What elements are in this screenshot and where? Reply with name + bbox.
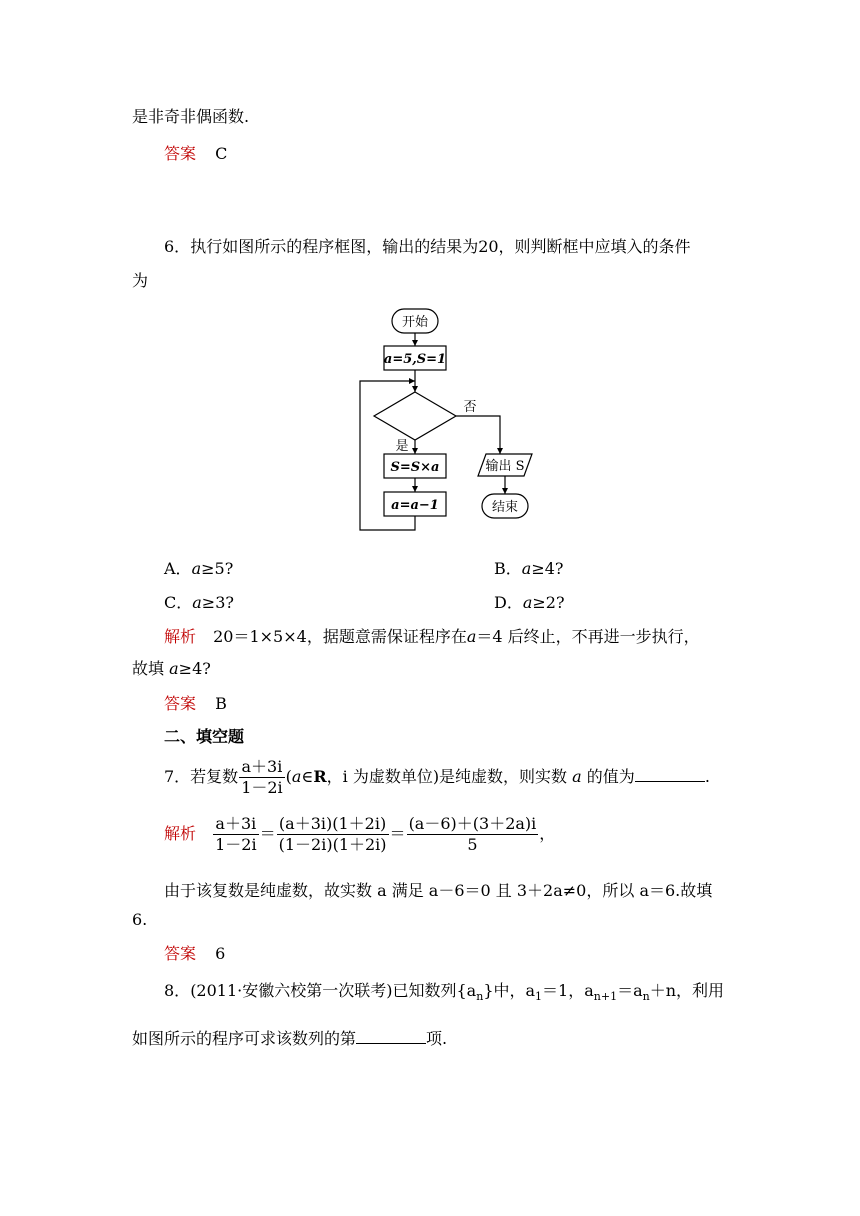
answer-row-5 (164, 141, 227, 164)
start-label: 开始 (401, 315, 429, 330)
multiply-label: S=S×a (390, 460, 440, 475)
q6-stem (164, 234, 691, 257)
answer-row-6 (164, 691, 227, 714)
decision-node (374, 392, 456, 440)
yes-label: 是 (395, 439, 409, 454)
analysis-label: 解析 (164, 824, 197, 843)
analysis-label: 解析 (164, 627, 197, 646)
option-d: D．a≥2? (494, 593, 565, 612)
output-label: 输出 S (485, 459, 525, 474)
q7-analysis: 解析 $\frac{a+3i}{1-2i}$ ＝ $\frac{(a+3i)(1+2i)}{(1-2i)(1+2i)}$ ＝ $\frac{(a-6)+(3+2a)i}{5}$ ， (164, 814, 556, 854)
no-label: 否 (463, 400, 477, 415)
conclusion-text: 是非奇非偶函数. (132, 107, 250, 126)
answer-row-7 (164, 941, 225, 964)
q7-fraction: $\frac{a+3i}{1-2i}$ (241, 757, 283, 797)
answer-value: B (215, 694, 227, 713)
q7-analysis-line2: 由于该复数是纯虚数，故实数 a 满足 a－6＝0 且 3＋2a≠0，所以 a＝6.故填 (164, 881, 713, 900)
option-c: C．a≥3? (164, 593, 234, 612)
q7-stem: 7．若复数 $\frac{a+3i}{1-2i}$ (a∈R，i 为虚数单位)是纯虚数，则实数 a 的值为 . (164, 757, 710, 797)
flowchart (350, 304, 550, 534)
decrement-label: a=a−1 (391, 498, 439, 513)
end-label: 结束 (491, 500, 519, 515)
q6-analysis: 解析 20＝1×5×4，据题意需保证程序在a＝4 后终止，不再进一步执行， (164, 627, 700, 646)
answer-value: 6 (215, 944, 226, 963)
option-a: A．a≥5? (164, 559, 234, 578)
option-b: B．a≥4? (494, 559, 564, 578)
q8-answer-blank (356, 1029, 426, 1044)
answer-label: 答案 (164, 944, 197, 963)
answer-label: 答案 (164, 694, 197, 713)
q8-stem: 8．(2011·安徽六校第一次联考)已知数列$\{a_n\}$中，$a_1=1$，$a_{n+1}=a_n+n$，利用 (164, 981, 725, 1004)
q8-stem-cont: 如图所示的程序可求该数列的第 项. (132, 1029, 448, 1048)
q7-answer-blank (635, 767, 705, 782)
q7-analysis-line3: 6. (132, 910, 148, 929)
q6-text: 执行如图所示的程序框图，输出的结果为20，则判断框中应填入的条件 (190, 237, 691, 256)
answer-label: 答案 (164, 144, 197, 163)
answer-value: C (215, 144, 228, 163)
q6-number: 6． (164, 237, 191, 256)
q6-analysis-cont: 故填 a≥4? (132, 659, 211, 678)
init-label: a=5,S=1 (383, 352, 447, 367)
q8-source: (2011·安徽六校第一次联考) (190, 981, 393, 1000)
q6-stem-cont: 为 (132, 271, 149, 290)
section-title: 二、填空题 (164, 727, 245, 746)
